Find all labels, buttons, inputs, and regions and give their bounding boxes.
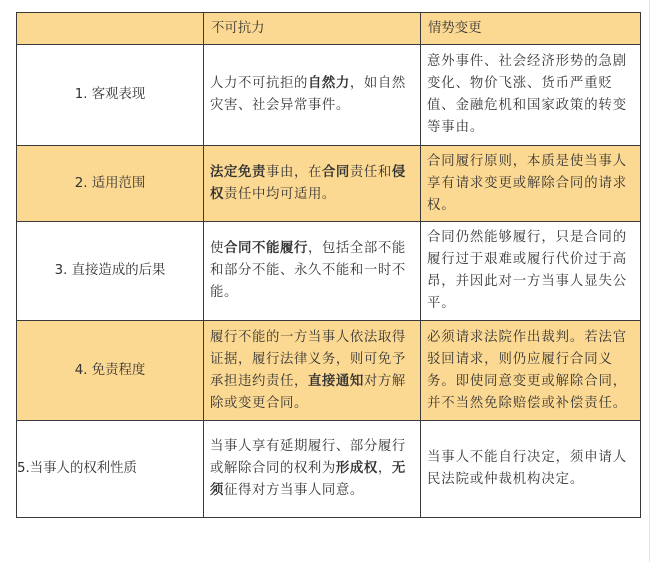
cell-text: 合同履行原则，本质是使当事人享有请求变更或解除合同的请求权。 bbox=[427, 153, 628, 213]
cell-text: 当事人享有延期履行、部分履行或解除合同的权利为 bbox=[210, 439, 406, 476]
force-majeure-cell bbox=[204, 321, 421, 421]
cell-text: 使 bbox=[210, 241, 224, 256]
header-force-majeure: 不可抗力 bbox=[204, 13, 421, 45]
change-of-circumstances-cell bbox=[421, 421, 641, 518]
table-row bbox=[17, 146, 641, 222]
cell-text: 对方解除或变更合同。 bbox=[210, 373, 406, 411]
change-of-circumstances-cell bbox=[421, 321, 641, 421]
cell-text: 当事人不能自行决定，须申请人民法院或仲裁机构决定。 bbox=[427, 450, 628, 487]
change-of-circumstances-cell bbox=[421, 146, 641, 222]
change-of-circumstances-cell bbox=[421, 45, 641, 146]
cell-bold-text: 直接通知 bbox=[307, 373, 364, 389]
table-row bbox=[17, 421, 641, 518]
table-row bbox=[17, 222, 641, 321]
header-blank-cell bbox=[17, 13, 204, 45]
table-header-row bbox=[17, 13, 641, 45]
cell-text: 合同仍然能够履行，只是合同的履行过于艰难或履行代价过于高昂，并因此对一方当事人显失公平。 bbox=[427, 230, 628, 311]
cell-text: ， bbox=[377, 461, 392, 476]
cell-bold-text: 形成权 bbox=[335, 461, 378, 476]
cell-bold-text: 无须 bbox=[210, 461, 406, 498]
cell-text: 责任和 bbox=[349, 164, 392, 180]
cell-text: ，包括全部不能和部分不能、永久不能和一时不能。 bbox=[210, 241, 406, 300]
force-majeure-cell bbox=[204, 146, 421, 222]
force-majeure-cell bbox=[204, 45, 421, 146]
comparison-table bbox=[16, 12, 641, 518]
row-label-right-nature: 5.当事人的权利性质 bbox=[17, 421, 204, 518]
row-label-scope: 2. 适用范围 bbox=[17, 146, 204, 222]
row-label-direct-consequence: 3. 直接造成的后果 bbox=[17, 222, 204, 321]
cell-text: ，如自然灾害、社会异常事件。 bbox=[210, 76, 406, 113]
row-label-exemption-degree: 4. 免责程度 bbox=[17, 321, 204, 421]
change-of-circumstances-cell bbox=[421, 222, 641, 321]
cell-text: 责任中均可适用。 bbox=[224, 186, 336, 202]
cell-text: 人力不可抗拒的 bbox=[210, 76, 308, 91]
cell-bold-text: 侵权 bbox=[210, 164, 406, 202]
row-label-objective-manifestation: 1. 客观表现 bbox=[17, 45, 204, 146]
cell-bold-text: 法定免责 bbox=[210, 164, 266, 180]
cell-text: 意外事件、社会经济形势的急剧变化、物价飞涨、货币严重贬值、金融危机和国家政策的转变等事由。 bbox=[427, 54, 628, 135]
cell-text: 履行不能的一方当事人依法取得证据，履行法律义务，则可免予承担违约责任， bbox=[210, 329, 406, 389]
force-majeure-cell bbox=[204, 222, 421, 321]
table-row bbox=[17, 45, 641, 146]
cell-text: 必须请求法院作出裁判。若法官驳回请求，则仍应履行合同义务。即使同意变更或解除合同，并不当然免除赔偿或补偿责任。 bbox=[427, 329, 628, 411]
cell-text: 征得对方当事人同意。 bbox=[224, 483, 364, 498]
header-change-of-circumstances: 情势变更 bbox=[421, 13, 641, 45]
cell-bold-text: 合同不能履行 bbox=[224, 241, 308, 256]
cell-bold-text: 合同 bbox=[321, 164, 350, 180]
cell-text: 事由，在 bbox=[265, 164, 322, 180]
cell-bold-text: 自然力 bbox=[307, 76, 350, 91]
table-row bbox=[17, 321, 641, 421]
force-majeure-cell bbox=[204, 421, 421, 518]
